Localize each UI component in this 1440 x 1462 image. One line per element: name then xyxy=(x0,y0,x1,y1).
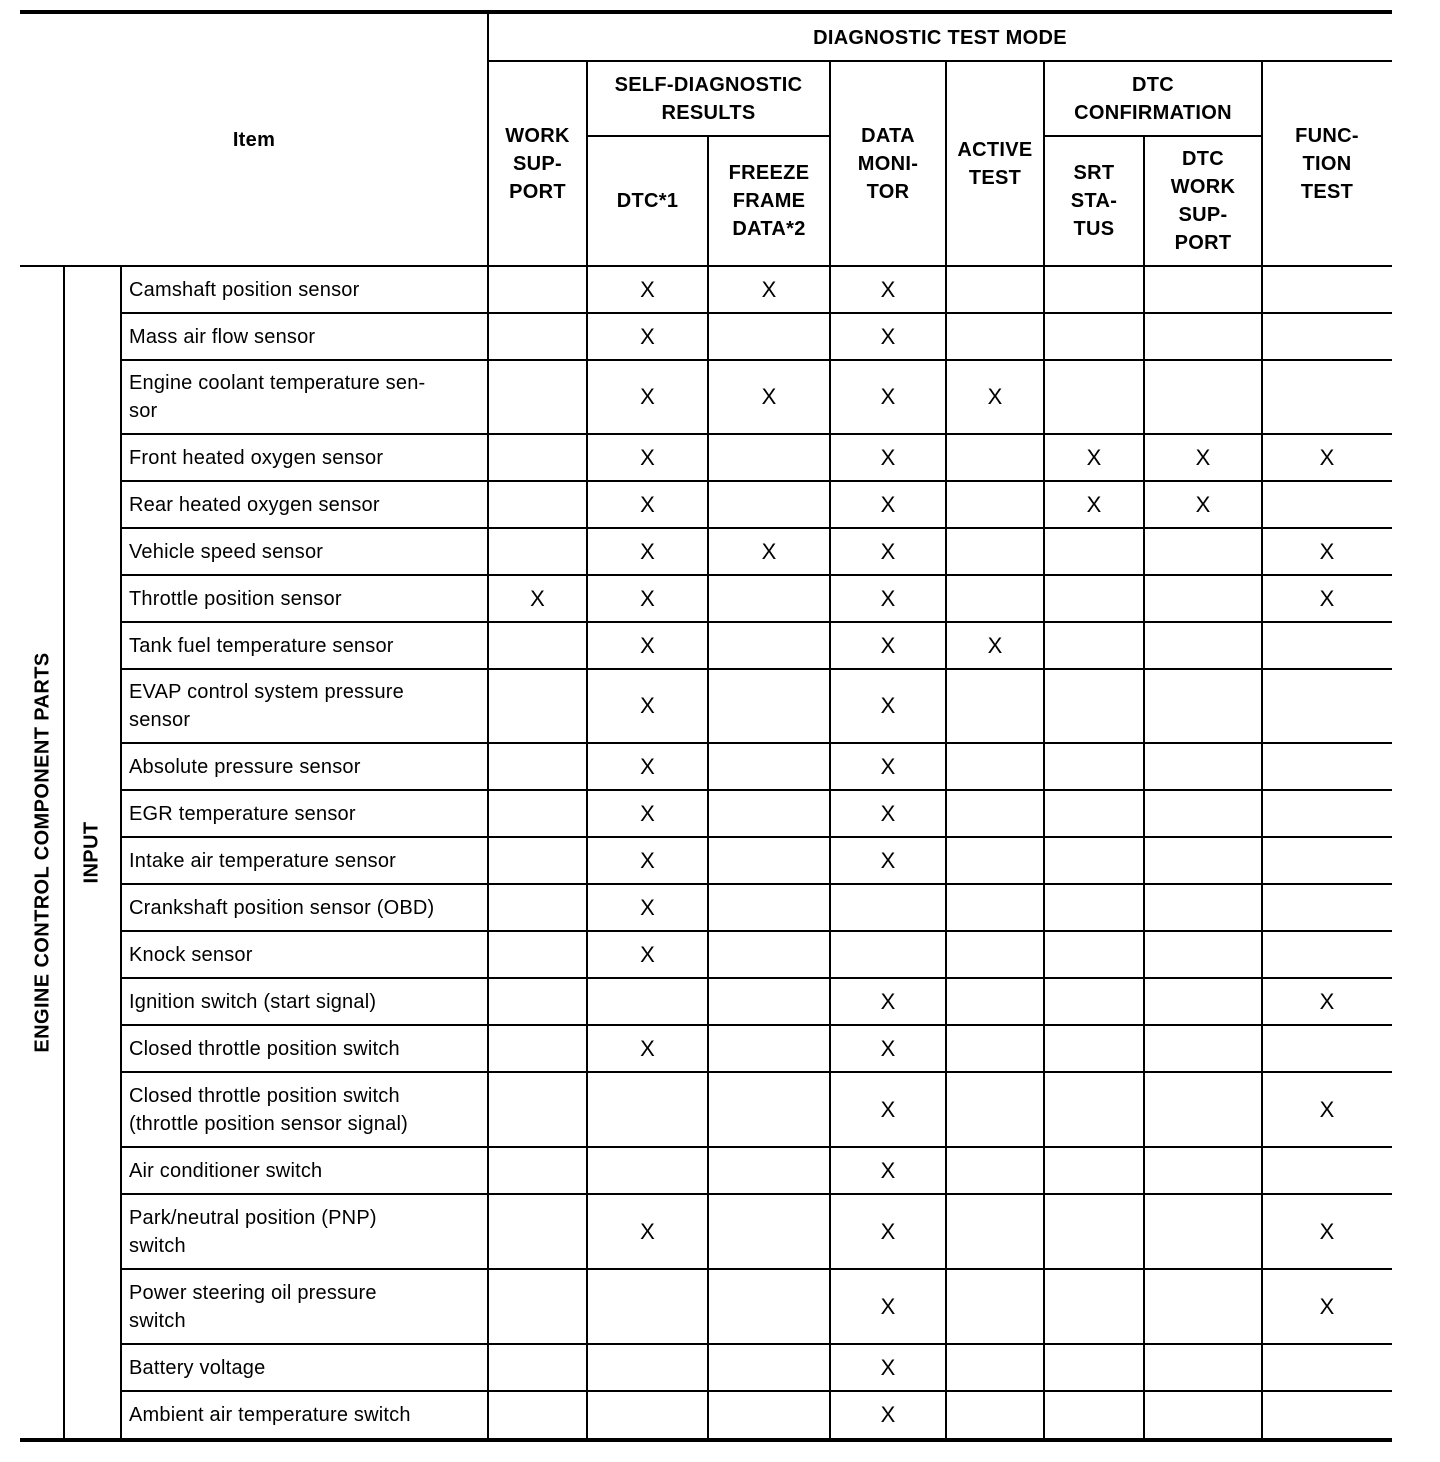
row-mark-function-test xyxy=(1262,622,1392,669)
row-mark-dtc-work-support xyxy=(1144,313,1262,360)
row-mark-function-test xyxy=(1262,1025,1392,1072)
row-mark-dtc-work-support xyxy=(1144,622,1262,669)
row-mark-dtc: X xyxy=(640,753,655,779)
row-mark-dtc: X xyxy=(640,1035,655,1061)
row-mark-data-monitor: X xyxy=(880,538,896,564)
row-mark-active-test xyxy=(946,434,1044,481)
row-mark-work-support xyxy=(488,743,587,790)
row-mark-data-monitor: X xyxy=(880,323,896,349)
row-item-label: Tank fuel temperature sensor xyxy=(129,634,394,657)
row-mark-active-test xyxy=(946,743,1044,790)
grid-line xyxy=(121,621,1392,623)
row-mark-active-test xyxy=(946,575,1044,622)
row-mark-function-test xyxy=(1262,481,1392,528)
row-mark-dtc-work-support xyxy=(1144,978,1262,1025)
row-mark-srt-status xyxy=(1044,360,1144,434)
row-mark-data-monitor: X xyxy=(880,276,896,302)
grid-line xyxy=(121,742,1392,744)
row-mark-work-support xyxy=(488,669,587,743)
row-mark-data-monitor: X xyxy=(880,384,896,409)
row-mark-data-monitor: X xyxy=(880,585,896,611)
row-mark-active-test xyxy=(946,669,1044,743)
row-mark-work-support xyxy=(488,313,587,360)
grid-line xyxy=(121,312,1392,314)
row-mark-freeze-frame-data xyxy=(708,837,830,884)
row-mark-function-test xyxy=(1262,837,1392,884)
grid-line xyxy=(121,1390,1392,1392)
row-mark-freeze-frame-data xyxy=(708,790,830,837)
row-mark-srt-status xyxy=(1044,790,1144,837)
row-mark-dtc: X xyxy=(640,941,655,967)
row-mark-data-monitor: X xyxy=(880,753,896,779)
header-srt-status: SRT STA- TUS xyxy=(1070,162,1118,240)
row-mark-active-test xyxy=(946,1344,1044,1391)
row-mark-active-test xyxy=(946,790,1044,837)
row-mark-dtc-work-support xyxy=(1144,1391,1262,1439)
row-mark-dtc: X xyxy=(640,323,655,349)
header-work-support: WORK SUP- PORT xyxy=(505,125,570,203)
row-mark-data-monitor: X xyxy=(880,800,896,826)
row-mark-freeze-frame-data: X xyxy=(761,276,777,302)
row-mark-function-test: X xyxy=(1319,1218,1335,1244)
table-bottom-rule xyxy=(20,1438,1392,1442)
row-mark-work-support xyxy=(488,528,587,575)
row-mark-dtc: X xyxy=(640,384,655,409)
row-mark-dtc: X xyxy=(640,538,655,564)
row-mark-function-test: X xyxy=(1319,444,1335,470)
row-mark-srt-status xyxy=(1044,1025,1144,1072)
row-mark-srt-status xyxy=(1044,743,1144,790)
row-mark-data-monitor: X xyxy=(880,444,896,470)
row-item-label: Park/neutral position (PNP) switch xyxy=(129,1206,377,1257)
row-mark-freeze-frame-data xyxy=(708,1269,830,1344)
row-mark-srt-status xyxy=(1044,575,1144,622)
subgroup-label-input: INPUT xyxy=(80,821,103,883)
grid-line xyxy=(121,433,1392,435)
row-item-label: Intake air temperature sensor xyxy=(129,849,397,872)
row-mark-work-support xyxy=(488,1391,587,1439)
row-mark-function-test: X xyxy=(1319,988,1335,1014)
row-mark-freeze-frame-data xyxy=(708,669,830,743)
header-item: Item xyxy=(232,129,276,151)
row-mark-srt-status xyxy=(1044,266,1144,313)
row-mark-work-support xyxy=(488,1025,587,1072)
row-mark-function-test xyxy=(1262,884,1392,931)
grid-line xyxy=(121,574,1392,576)
row-mark-work-support xyxy=(488,1072,587,1147)
row-mark-dtc: X xyxy=(640,894,655,920)
row-mark-freeze-frame-data xyxy=(708,1025,830,1072)
row-mark-dtc-work-support xyxy=(1144,790,1262,837)
row-mark-data-monitor: X xyxy=(880,632,896,658)
row-mark-srt-status xyxy=(1044,669,1144,743)
row-mark-data-monitor: X xyxy=(880,847,896,873)
row-mark-dtc-work-support xyxy=(1144,1269,1262,1344)
row-item-label: Engine coolant temperature sen- sor xyxy=(129,372,426,422)
row-mark-work-support xyxy=(488,790,587,837)
row-mark-srt-status xyxy=(1044,1147,1144,1194)
grid-line xyxy=(121,359,1392,361)
row-mark-dtc xyxy=(587,978,708,1025)
row-mark-function-test xyxy=(1262,1147,1392,1194)
row-mark-dtc-work-support xyxy=(1144,1025,1262,1072)
row-mark-active-test xyxy=(946,1025,1044,1072)
row-mark-freeze-frame-data xyxy=(708,1344,830,1391)
row-mark-dtc: X xyxy=(640,491,655,517)
grid-line xyxy=(945,61,947,1440)
row-item-label: EGR temperature sensor xyxy=(129,802,356,825)
row-item-label: Vehicle speed sensor xyxy=(129,540,324,563)
row-mark-dtc xyxy=(587,1269,708,1344)
row-mark-active-test xyxy=(946,1269,1044,1344)
row-mark-srt-status xyxy=(1044,1194,1144,1269)
row-mark-active-test xyxy=(946,1194,1044,1269)
row-mark-dtc-work-support xyxy=(1144,575,1262,622)
row-mark-dtc-work-support xyxy=(1144,669,1262,743)
row-mark-work-support xyxy=(488,931,587,978)
row-mark-work-support xyxy=(488,1194,587,1269)
row-mark-freeze-frame-data xyxy=(708,622,830,669)
row-mark-work-support xyxy=(488,622,587,669)
row-mark-active-test: X xyxy=(987,632,1003,658)
header-dtc-work-support: DTC WORK SUP- PORT xyxy=(1170,148,1236,254)
row-mark-freeze-frame-data xyxy=(708,1072,830,1147)
row-mark-data-monitor: X xyxy=(880,1354,896,1380)
row-item-label: Knock sensor xyxy=(129,943,253,966)
row-mark-function-test xyxy=(1262,1344,1392,1391)
row-mark-function-test xyxy=(1262,313,1392,360)
grid-line xyxy=(20,265,1392,267)
row-mark-function-test xyxy=(1262,743,1392,790)
row-mark-data-monitor: X xyxy=(880,1218,896,1244)
row-mark-work-support xyxy=(488,978,587,1025)
row-mark-data-monitor: X xyxy=(880,1157,896,1183)
row-mark-work-support xyxy=(488,266,587,313)
row-mark-work-support xyxy=(488,837,587,884)
grid-line xyxy=(121,977,1392,979)
header-function-test: FUNC- TION TEST xyxy=(1295,125,1359,203)
row-item-label: Power steering oil pressure switch xyxy=(129,1281,377,1332)
row-item-label: Mass air flow sensor xyxy=(129,325,316,348)
row-mark-dtc-work-support xyxy=(1144,743,1262,790)
row-mark-srt-status xyxy=(1044,622,1144,669)
row-mark-dtc: X xyxy=(640,276,655,302)
grid-line xyxy=(488,60,1392,62)
row-mark-freeze-frame-data xyxy=(708,931,830,978)
row-mark-work-support xyxy=(488,884,587,931)
row-mark-dtc: X xyxy=(640,800,655,826)
row-mark-freeze-frame-data xyxy=(708,313,830,360)
grid-line xyxy=(121,836,1392,838)
grid-line xyxy=(63,266,65,1440)
row-mark-active-test xyxy=(946,266,1044,313)
row-mark-srt-status: X xyxy=(1086,491,1102,517)
row-mark-active-test xyxy=(946,313,1044,360)
row-mark-active-test xyxy=(946,931,1044,978)
row-mark-data-monitor: X xyxy=(880,1293,896,1319)
grid-line xyxy=(707,136,709,1440)
row-mark-dtc xyxy=(587,1072,708,1147)
row-item-label: Closed throttle position switch (throttle position sensor signal) xyxy=(129,1084,408,1135)
header-diagnostic-test-mode: DIAGNOSTIC TEST MODE xyxy=(813,27,1067,49)
row-mark-active-test xyxy=(946,1391,1044,1439)
row-mark-active-test xyxy=(946,884,1044,931)
grid-line xyxy=(121,668,1392,670)
grid-line xyxy=(1261,61,1263,1440)
row-mark-work-support xyxy=(488,1147,587,1194)
row-mark-active-test xyxy=(946,528,1044,575)
row-mark-function-test xyxy=(1262,360,1392,434)
row-mark-freeze-frame-data xyxy=(708,434,830,481)
row-mark-freeze-frame-data xyxy=(708,481,830,528)
row-item-label: Rear heated oxygen sensor xyxy=(129,493,380,516)
row-item-label: Air conditioner switch xyxy=(129,1159,323,1182)
row-mark-work-support xyxy=(488,434,587,481)
header-freeze-frame-data: FREEZE FRAME DATA*2 xyxy=(728,162,810,240)
row-mark-srt-status xyxy=(1044,1269,1144,1344)
row-mark-function-test xyxy=(1262,790,1392,837)
row-item-label: Throttle position sensor xyxy=(129,587,342,610)
row-mark-active-test xyxy=(946,1072,1044,1147)
grid-line xyxy=(121,527,1392,529)
row-mark-dtc xyxy=(587,1147,708,1194)
grid-line xyxy=(121,883,1392,885)
row-mark-dtc: X xyxy=(640,585,655,611)
header-data-monitor: DATA MONI- TOR xyxy=(857,125,919,203)
grid-line xyxy=(1044,135,1262,137)
row-mark-active-test xyxy=(946,978,1044,1025)
row-mark-active-test xyxy=(946,837,1044,884)
grid-line xyxy=(121,1146,1392,1148)
row-mark-work-support xyxy=(488,1269,587,1344)
row-mark-freeze-frame-data xyxy=(708,1391,830,1439)
row-mark-active-test: X xyxy=(987,384,1003,409)
row-mark-data-monitor xyxy=(830,931,946,978)
row-mark-work-support: X xyxy=(530,585,545,611)
row-item-label: Absolute pressure sensor xyxy=(129,755,361,778)
row-mark-srt-status xyxy=(1044,1344,1144,1391)
row-item-label: Front heated oxygen sensor xyxy=(129,446,384,469)
grid-line xyxy=(586,61,588,1440)
row-mark-dtc-work-support xyxy=(1144,360,1262,434)
grid-line xyxy=(121,930,1392,932)
grid-line xyxy=(121,1071,1392,1073)
row-mark-data-monitor: X xyxy=(880,1402,896,1427)
row-mark-dtc-work-support xyxy=(1144,1344,1262,1391)
row-mark-dtc-work-support xyxy=(1144,1072,1262,1147)
grid-line xyxy=(121,1343,1392,1345)
row-mark-dtc-work-support xyxy=(1144,1194,1262,1269)
row-mark-data-monitor: X xyxy=(880,491,896,517)
row-mark-data-monitor xyxy=(830,884,946,931)
row-mark-freeze-frame-data xyxy=(708,884,830,931)
row-mark-dtc: X xyxy=(640,847,655,873)
row-mark-dtc-work-support xyxy=(1144,931,1262,978)
row-mark-function-test: X xyxy=(1319,1096,1335,1122)
row-mark-freeze-frame-data xyxy=(708,1147,830,1194)
grid-line xyxy=(121,789,1392,791)
row-mark-srt-status xyxy=(1044,884,1144,931)
grid-line xyxy=(121,1193,1392,1195)
row-item-label: Ambient air temperature switch xyxy=(129,1404,411,1426)
header-active-test: ACTIVE TEST xyxy=(957,139,1033,189)
row-mark-srt-status xyxy=(1044,1391,1144,1439)
grid-line xyxy=(1043,61,1045,1440)
grid-line xyxy=(121,480,1392,482)
row-mark-function-test xyxy=(1262,931,1392,978)
row-mark-freeze-frame-data: X xyxy=(761,538,777,564)
row-item-label: Camshaft position sensor xyxy=(129,278,360,301)
grid-line xyxy=(121,1268,1392,1270)
row-mark-freeze-frame-data: X xyxy=(761,384,777,409)
row-mark-dtc: X xyxy=(640,693,655,718)
row-mark-dtc: X xyxy=(640,1218,655,1244)
row-mark-dtc-work-support xyxy=(1144,528,1262,575)
header-self-diagnostic-results: SELF-DIAGNOSTIC RESULTS xyxy=(614,74,803,124)
row-mark-dtc xyxy=(587,1344,708,1391)
row-mark-srt-status xyxy=(1044,1072,1144,1147)
row-item-label: Closed throttle position switch xyxy=(129,1037,400,1060)
row-mark-srt-status xyxy=(1044,931,1144,978)
row-mark-data-monitor: X xyxy=(880,988,896,1014)
row-mark-active-test xyxy=(946,481,1044,528)
row-mark-work-support xyxy=(488,1344,587,1391)
group-label-engine-control-component-parts: ENGINE CONTROL COMPONENT PARTS xyxy=(31,651,54,1053)
row-mark-dtc-work-support xyxy=(1144,837,1262,884)
row-mark-freeze-frame-data xyxy=(708,1194,830,1269)
row-mark-dtc-work-support xyxy=(1144,266,1262,313)
row-mark-srt-status xyxy=(1044,528,1144,575)
row-mark-dtc-work-support xyxy=(1144,884,1262,931)
row-item-label: EVAP control system pressure sensor xyxy=(129,681,404,731)
grid-line xyxy=(829,61,831,1440)
grid-line xyxy=(487,12,489,1440)
row-mark-dtc: X xyxy=(640,632,655,658)
row-mark-dtc: X xyxy=(640,444,655,470)
header-dtc-confirmation: DTC CONFIRMATION xyxy=(1074,74,1232,124)
row-mark-dtc xyxy=(587,1391,708,1439)
grid-line xyxy=(120,266,122,1440)
row-mark-function-test: X xyxy=(1319,538,1335,564)
row-mark-active-test xyxy=(946,1147,1044,1194)
row-mark-freeze-frame-data xyxy=(708,575,830,622)
row-mark-data-monitor: X xyxy=(880,693,896,718)
row-mark-srt-status xyxy=(1044,837,1144,884)
row-mark-srt-status: X xyxy=(1086,444,1102,470)
table-top-rule xyxy=(20,10,1392,14)
row-item-label: Ignition switch (start signal) xyxy=(129,990,377,1013)
row-mark-srt-status xyxy=(1044,313,1144,360)
row-mark-freeze-frame-data xyxy=(708,978,830,1025)
row-mark-function-test xyxy=(1262,1391,1392,1439)
row-mark-work-support xyxy=(488,360,587,434)
grid-line xyxy=(121,1024,1392,1026)
row-mark-function-test xyxy=(1262,669,1392,743)
row-mark-function-test: X xyxy=(1319,1293,1335,1319)
row-item-label: Battery voltage xyxy=(129,1356,266,1379)
row-mark-work-support xyxy=(488,481,587,528)
row-mark-srt-status xyxy=(1044,978,1144,1025)
row-mark-dtc-work-support: X xyxy=(1195,491,1211,517)
row-item-label: Crankshaft position sensor (OBD) xyxy=(129,896,435,919)
row-mark-function-test xyxy=(1262,266,1392,313)
row-mark-dtc-work-support xyxy=(1144,1147,1262,1194)
row-mark-function-test: X xyxy=(1319,585,1335,611)
row-mark-data-monitor: X xyxy=(880,1035,896,1061)
row-mark-data-monitor: X xyxy=(880,1096,896,1122)
grid-line xyxy=(1143,136,1145,1440)
row-mark-freeze-frame-data xyxy=(708,743,830,790)
header-dtc: DTC*1 xyxy=(616,190,679,212)
row-mark-dtc-work-support: X xyxy=(1195,444,1211,470)
